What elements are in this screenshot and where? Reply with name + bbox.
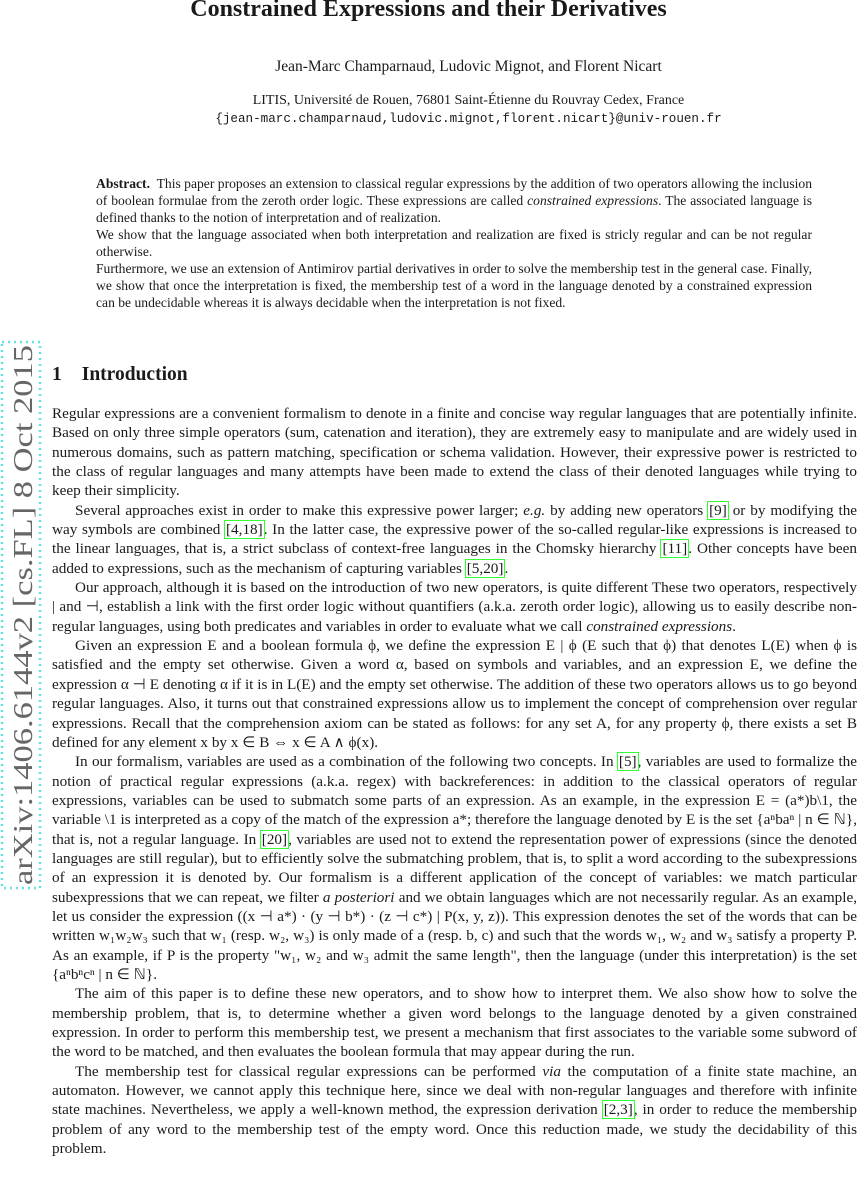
text: .: [732, 617, 736, 635]
citation-link[interactable]: [9]: [709, 501, 727, 519]
text: , variables are used to formalize the notion of practical regular expressions (a.k.a. regex) with backreferences: in addition to the classical operators of regular expressions, variables can be used to submatch some parts of an expression. As an example, in the expression E = (a*)b\1, the variable \1 is interpreted as a copy of the match of the expression a*; therefore the language denoted by E is the set {aⁿbaⁿ | n ∈ ℕ}, that is, not a regular language. In: [52, 753, 857, 848]
abstract-paragraph-3: Furthermore, we use an extension of Antimirov partial derivatives in order to solve the membership test in the general case. Finally, we show that once the interpretation is fixed, the membership test of a word in the language denoted by a constrained expression can be undecidable whereas it is always decidable when the interpretation is not fixed.: [96, 261, 812, 311]
text: Our approach, although it is based on the introduction of two new operators, is quite different These two operators, respectively | and ⊣, establish a link with the first order logic without quantifiers (a.k.a. zeroth order logic), allowing us to easily describe non-regular languages, using both predicates and variables in order to evaluate what we call: [52, 579, 857, 635]
arxiv-stamp: [0, 340, 48, 890]
text: .: [504, 559, 509, 577]
emphasis: via: [542, 1062, 561, 1080]
citation-link[interactable]: [5]: [618, 753, 637, 771]
citation-link[interactable]: [11]: [662, 540, 688, 558]
text: , variables are used not to extend the representation power of expressions (since the denoted languages are still regular), but to efficiently solve the submatching problem, that is, to split a word according to the subexpressions of an expression it is denoted by. Our formalism is a different application of the concept of variables: we match particular subexpressions that we can repeat, we filter: [52, 830, 857, 906]
paragraph: [52, 501, 857, 578]
abstract-label: Abstract.: [96, 176, 150, 191]
text: and we obtain languages which are not necessarily regular. As an example, let us consider the expression ((x ⊣ a*) · (y ⊣ b*) · (z ⊣ c*) | P(x, y, z)). This expression denotes the set of the words that can be written w₁w₂w₃ such that w₁ (resp. w₂, w₃) is only made of a (resp. b, c) and such that the words w₁, w₂ and w₃ satisfy a property P. As an example, if P is the property "w₁, w₂ and w₃ admit the same length", then the language (under this interpretation) is the set {aⁿbⁿcⁿ | n ∈ ℕ}.: [52, 888, 857, 983]
text: by adding new operators: [550, 501, 704, 519]
affiliation-block: [0, 92, 857, 128]
paragraph: Regular expressions are a convenient formalism to denote in a finite and concise way regular languages that are potentially infinite. Based on only three simple operators (sum, catenation and iteration), they are extremely easy to manipulate and are widely used in numerous domains, such as pattern matching, specification or schema validation. However, their expressive power is restricted to the class of regular languages and many attempts have been made to extend the class of their denoted languages while trying to keep their simplicity.: [52, 405, 857, 500]
abstract-paragraph-1: [96, 175, 812, 226]
text: Several approaches exist in order to make this expressive power larger;: [75, 501, 519, 519]
abstract: [96, 175, 812, 311]
section-heading: [52, 364, 188, 386]
abstract-emphasis: constrained expressions: [527, 193, 659, 209]
paragraph: The aim of this paper is to define these new operators, and to show how to interpret them. We also show how to solve the membership problem, that is, to determine whether a given word belongs to the language denoted by a given constrained expression. In order to perform this membership test, we present a mechanism that first associates to the variable some subword of the word to be matched, and then evaluates the boolean formula that may appear during the run.: [52, 985, 857, 1061]
citation-link[interactable]: [2,3]: [603, 1101, 633, 1119]
abstract-text: This paper proposes an extension to classical regular expressions by the addition of two operators allowing the inclusion of boolean formulae from the zeroth order logic. These expressions are called: [96, 176, 812, 209]
citation-link[interactable]: [5,20]: [466, 559, 504, 577]
abstract-text: . The associated language is defined thanks to the notion of interpretation and of realization.: [96, 193, 813, 226]
body-text: [52, 404, 857, 1158]
text: . In the latter case, the expressive power of the so-called regular-like expressions is increased to the linear languages, that is, a strict subclass of context-free languages in the Chomsky hierarchy: [52, 521, 857, 558]
arxiv-stamp-graphic: [0, 340, 48, 890]
emphasis: a posteriori: [322, 888, 395, 906]
section-number: 1: [52, 364, 62, 385]
text: . Other concepts have been added to expressions, such as the mechanism of capturing variables: [52, 540, 857, 577]
text: or by modifying the way symbols are combined: [52, 501, 857, 539]
paragraph: Given an expression E and a boolean formula ϕ, we define the expression E | ϕ (E such that ϕ) that denotes L(E) when ϕ is satisfied and the empty set otherwise. Given a word α, based on symbols and variables, and an expression E, we define the expression α ⊣ E denoting α if it is in L(E) and the empty set otherwise. The addition of these two operators allows us to go beyond regular languages. Also, it turns out that constrained expressions allow us to implement the concept of comprehension over regular expressions. Recall that the comprehension axiom can be stated as follows: for any set A, for any property ϕ, there exists a set B defined for any element x by x ∈ B ⇔ x ∈ A ∧ ϕ(x).: [52, 637, 857, 751]
paragraph: [52, 578, 857, 636]
section-title: Introduction: [81, 364, 188, 385]
arxiv-stamp-text: arXiv:1406.6144v2 [cs.FL] 8 Oct 2015: [8, 462, 38, 885]
citation-link[interactable]: [4,18]: [226, 521, 263, 539]
affiliation: LITIS, Université de Rouen, 76801 Saint-Étienne du Rouvray Cedex, France: [252, 93, 685, 108]
email[interactable]: {jean-marc.champarnaud,ludovic.mignot,florent.nicart}@univ-rouen.fr: [215, 112, 722, 126]
text: In our formalism, variables are used as a combination of the following two concepts. In: [75, 753, 614, 771]
text: , in order to reduce the membership problem of any word to the membership test of the empty word. Once this reduction made, we study the decidability of this problem.: [52, 1101, 857, 1158]
text: the computation of a finite state machine, an automaton. However, we cannot apply this technique here, since we deal with non-regular languages and therefore with infinite state machines. Nevertheless, we apply a well-known method, the expression derivation: [52, 1062, 857, 1119]
emphasis: e.g.: [523, 501, 546, 519]
text: The membership test for classical regular expressions can be performed: [75, 1062, 536, 1080]
paragraph: [52, 1062, 857, 1159]
paragraph: [52, 752, 857, 984]
authors: Jean-Marc Champarnaud, Ludovic Mignot, and Florent Nicart: [275, 58, 662, 75]
emphasis: constrained expressions: [586, 617, 733, 635]
paper-title: Constrained Expressions and their Derivatives: [190, 0, 667, 22]
abstract-paragraph-2: We show that the language associated when both interpretation and realization are fixed is stricly regular and can be not regular otherwise.: [96, 227, 812, 260]
citation-link[interactable]: [20]: [261, 830, 288, 848]
